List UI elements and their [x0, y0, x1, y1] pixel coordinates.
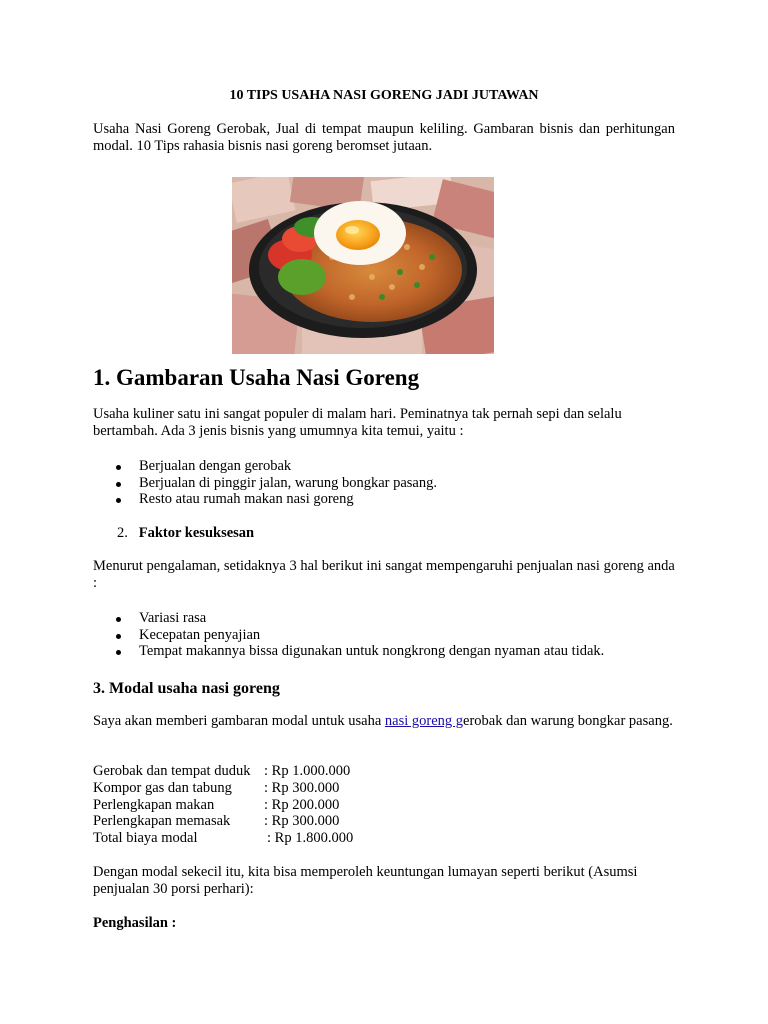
cost-value: : Rp 200.000 — [264, 796, 340, 813]
section1-paragraph: Usaha kuliner satu ini sangat populer di malam hari. Peminatnya tak pernah sepi dan selalu bertambah. Ada 3 jenis bisnis yang umumnya kita temui, yaitu : — [93, 406, 622, 439]
cost-label: Total biaya modal — [93, 830, 198, 847]
bullet-icon — [116, 498, 121, 503]
section2-number: 2. — [117, 525, 128, 541]
section3-paragraph-2: Dengan modal sekecil itu, kita bisa memperoleh keuntungan lumayan seperti berikut (Asumsi penjualan 30 porsi perhari): — [93, 864, 638, 897]
nasi-goreng-photo — [232, 177, 494, 354]
cost-label: Kompor gas dan tabung — [93, 779, 232, 796]
bullet-icon — [116, 617, 121, 622]
section2-paragraph: Menurut pengalaman, setidaknya 3 hal berikut ini sangat mempengaruhi penjualan nasi goreng anda : — [93, 558, 675, 591]
cost-value: : Rp 300.000 — [264, 779, 340, 796]
section1-bullet-list — [93, 458, 437, 508]
bullet-icon — [116, 634, 121, 639]
list-item: Variasi rasa — [93, 610, 604, 627]
section2-bullet-list — [93, 610, 604, 660]
cost-value: : Rp 300.000 — [264, 813, 340, 830]
list-item: Kecepatan penyajian — [93, 627, 604, 644]
bullet-icon — [116, 465, 121, 470]
list-item: Resto atau rumah makan nasi goreng — [93, 491, 437, 508]
cost-label: Perlengkapan makan — [93, 796, 215, 813]
document-title: 10 TIPS USAHA NASI GORENG JADI JUTAWAN — [229, 88, 539, 103]
cost-value: : Rp 1.800.000 — [267, 830, 354, 847]
intro-paragraph: Usaha Nasi Goreng Gerobak, Jual di tempat maupun keliling. Gambaran bisnis dan perhitungan modal. 10 Tips rahasia bisnis nasi goreng beromset jutaan. — [93, 121, 675, 154]
cost-label: Perlengkapan memasak — [93, 813, 231, 830]
section2-heading — [117, 525, 254, 542]
list-item: Berjualan di pinggir jalan, warung bongkar pasang. — [93, 475, 437, 492]
section1-heading: 1. Gambaran Usaha Nasi Goreng — [93, 365, 420, 390]
bullet-icon — [116, 482, 121, 487]
section2-title: Faktor kesuksesan — [138, 525, 255, 541]
bullet-icon — [116, 650, 121, 655]
section3-heading: 3. Modal usaha nasi goreng — [93, 680, 280, 697]
nasi-goreng-link[interactable]: nasi goreng g — [384, 713, 464, 729]
list-item: Berjualan dengan gerobak — [93, 458, 437, 475]
cost-label: Gerobak dan tempat duduk — [93, 763, 251, 779]
list-item: Tempat makannya bissa digunakan untuk nongkrong dengan nyaman atau tidak. — [93, 643, 604, 660]
section3-paragraph: Saya akan memberi gambaran modal untuk usaha nasi goreng gerobak dan warung bongkar pasang. — [93, 713, 673, 729]
cost-value: : Rp 1.000.000 — [264, 763, 351, 779]
income-label: Penghasilan : — [93, 915, 177, 931]
